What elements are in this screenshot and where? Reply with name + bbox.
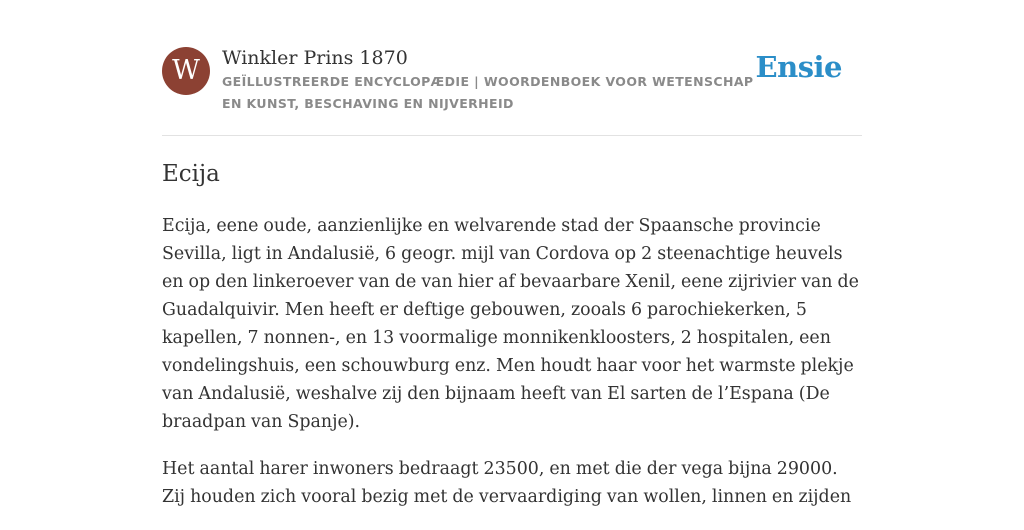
source-info bbox=[222, 45, 762, 115]
entry-paragraph: Het aantal harer inwoners bedraagt 23500, en met die der vega bijna 29000. Zij houden zich vooral bezig met de vervaardiging van wollen, linnen en zijden bbox=[162, 459, 852, 507]
source-header bbox=[162, 0, 862, 136]
source-avatar[interactable]: W bbox=[162, 47, 210, 95]
entry-title: Ecija bbox=[162, 161, 220, 187]
entry-paragraph: Ecija, eene oude, aanzienlijke en welvarende stad der Spaansche provincie Sevilla, ligt in Andalusië, 6 geogr. mijl van Cordova op 2 steenachtige heuvels en op den linkeroever van de van hier af bevaarbare Xenil, eene zijrivier van de Guadalquivir. Men heeft er deftige gebouwen, zooals 6 parochiekerken, 5 kapellen, 7 nonnen-, en 13 voormalige monnikenkloosters, 2 hospitalen, een vondelingshuis, een schouwburg enz. Men houdt haar voor het warmste plekje van Andalusië, weshalve zij den bijnaam heeft van El sarten de l’Espana (De braadpan van Spanje). bbox=[162, 216, 859, 432]
source-title[interactable]: Winkler Prins 1870 bbox=[222, 47, 408, 69]
page-container bbox=[162, 0, 862, 507]
source-subtitle: GEÏLLUSTREERDE ENCYCLOPÆDIE | WOORDENBOEK VOOR WETENSCHAP EN KUNST, BESCHAVING EN NIJVERHEID bbox=[222, 74, 754, 111]
entry-body bbox=[162, 212, 862, 530]
ensie-logo-link[interactable]: Ensie bbox=[755, 50, 842, 84]
